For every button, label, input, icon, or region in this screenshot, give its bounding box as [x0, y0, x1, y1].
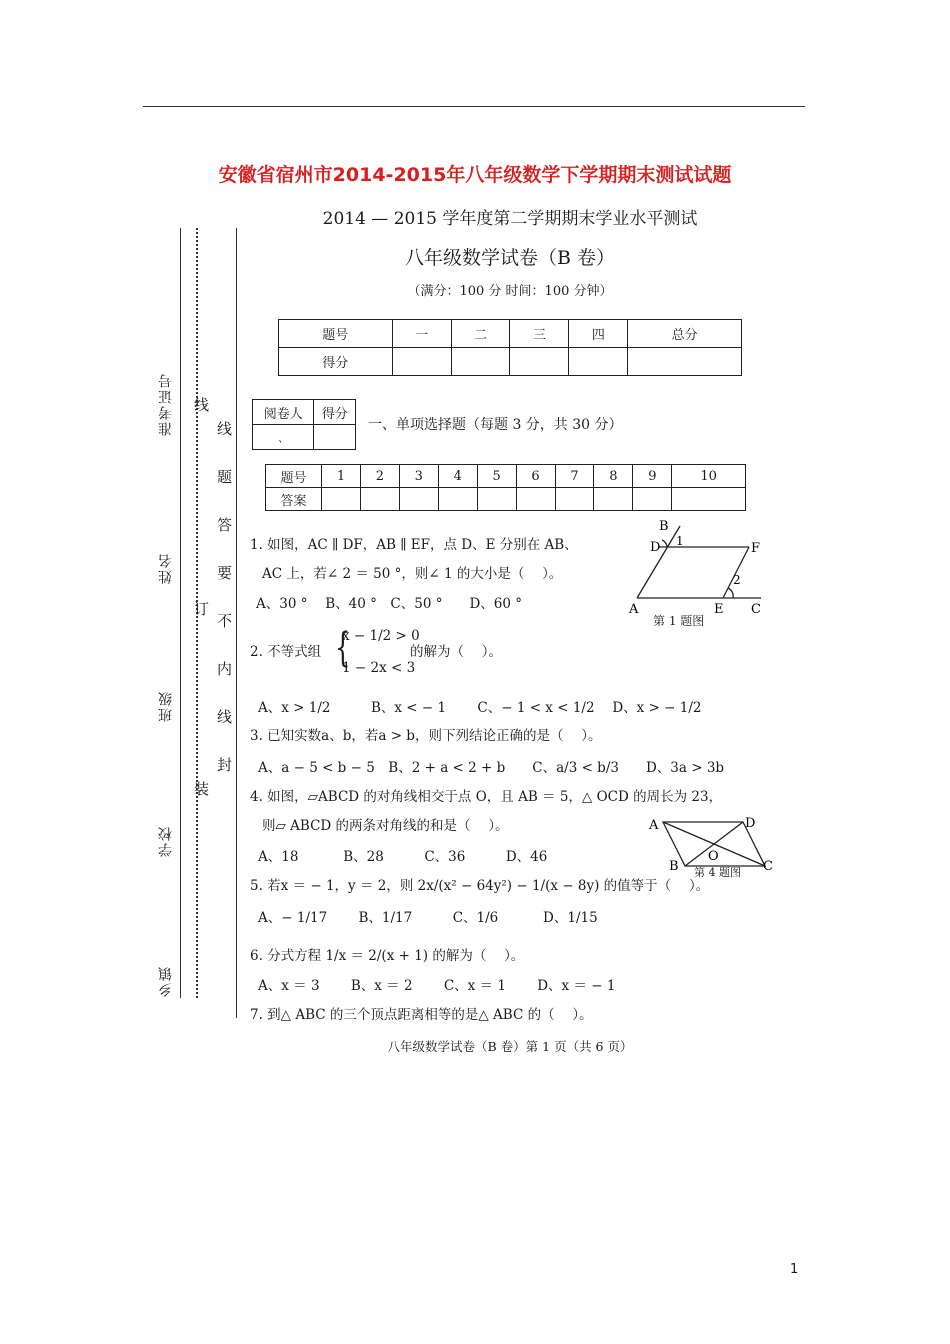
answer-cell[interactable] [399, 488, 438, 511]
score-cell[interactable] [628, 348, 742, 376]
binding-label-exam-id: 准考证号 [158, 372, 174, 436]
figure1-label-D: D [650, 540, 661, 555]
answer-cell[interactable] [322, 488, 361, 511]
answer-header-cell: 2 [360, 465, 399, 488]
question-4-line1: 4. 如图，▱ABCD 的对角线相交于点 O，且 AB ＝ 5，△ OCD 的周长为 23， [250, 789, 723, 805]
answer-cell[interactable] [672, 488, 746, 511]
seal-char: 不 [217, 612, 233, 630]
answer-header-cell: 8 [594, 465, 633, 488]
question-7-stem: 7. 到△ ABC 的三个顶点距离相等的是△ ABC 的（ ）。 [250, 1007, 593, 1023]
seal-char: 题 [217, 468, 233, 486]
binding-label-name: 姓名 [158, 552, 174, 584]
question-4-figure-caption: 第 4 题图 [694, 866, 741, 879]
grader-score-cell[interactable] [314, 425, 356, 450]
score-header-cell: 总分 [628, 320, 742, 348]
exam-subtitle: 2014 — 2015 学年度第二学期期末学业水平测试 [322, 209, 698, 229]
question-2-system-line1: x − 1/2 > 0 [342, 628, 420, 644]
score-cell[interactable] [510, 348, 569, 376]
score-table [278, 319, 742, 376]
answer-header-cell: 5 [477, 465, 516, 488]
answer-row-label: 答案 [266, 488, 322, 511]
score-cell[interactable] [569, 348, 628, 376]
figure1-label-C: C [751, 602, 761, 617]
answer-cell[interactable] [438, 488, 477, 511]
question-3-stem: 3. 已知实数a、b，若a > b，则下列结论正确的是（ ）。 [250, 728, 602, 744]
answer-cell[interactable] [516, 488, 555, 511]
question-4-line2: 则▱ ABCD 的两条对角线的和是（ ）。 [262, 818, 509, 834]
document-title: 安徽省宿州市2014-2015年八年级数学下学期期末测试试题 [218, 164, 732, 186]
binding-line [180, 228, 181, 998]
question-3-options: A、a − 5 < b − 5 B、2 + a < 2 + b C、a/3 < b/3 D、3a > 3b [258, 760, 725, 776]
question-2-system-line2: 1 − 2x < 3 [342, 660, 416, 676]
score-cell[interactable] [392, 348, 451, 376]
figure1-label-F: F [751, 541, 761, 556]
figure1-label-2: 2 [733, 573, 741, 587]
left-char-ding: 订 [194, 600, 210, 618]
question-1-line1: 1. 如图，AC ∥ DF，AB ∥ EF，点 D、E 分别在 AB、 [250, 537, 578, 553]
header-rule [143, 106, 805, 107]
seal-char: 线 [217, 708, 233, 726]
answer-header-cell: 4 [438, 465, 477, 488]
score-cell[interactable] [451, 348, 510, 376]
section1-heading: 一、单项选择题（每题 3 分，共 30 分） [368, 417, 623, 433]
answer-table [265, 464, 746, 511]
exam-meta: （满分：100 分 时间：100 分钟） [407, 284, 613, 299]
figure1-label-A: A [629, 602, 639, 617]
grader-mark: 、 [253, 425, 314, 450]
answer-cell[interactable] [594, 488, 633, 511]
answer-header-cell: 10 [672, 465, 746, 488]
figure4-label-C: C [763, 859, 773, 874]
question-6-stem: 6. 分式方程 1/x ＝ 2/(x + 1) 的解为（ ）。 [250, 948, 525, 964]
answer-header-cell: 题号 [266, 465, 322, 488]
question-1-figure [625, 518, 765, 618]
score-header-cell: 一 [392, 320, 451, 348]
question-2-tail: 的解为（ ）。 [410, 644, 503, 660]
binding-label-school: 学校 [158, 825, 174, 857]
figure4-label-O: O [708, 849, 719, 864]
figure1-label-E: E [714, 602, 724, 617]
grader-score-label: 得分 [314, 400, 356, 425]
question-2-options: A、x > 1/2 B、x < − 1 C、− 1 < x < 1/2 D、x > − 1/2 [258, 700, 702, 716]
answer-cell[interactable] [477, 488, 516, 511]
question-1-line2: AC 上，若∠ 2 ＝ 50 °，则∠ 1 的大小是（ ）。 [262, 566, 563, 582]
figure4-label-B: B [669, 859, 679, 874]
question-1-figure-caption: 第 1 题图 [653, 614, 705, 628]
figure1-label-1: 1 [676, 534, 684, 548]
score-header-cell: 二 [451, 320, 510, 348]
answer-cell[interactable] [360, 488, 399, 511]
score-header-cell: 四 [569, 320, 628, 348]
question-4-options: A、18 B、28 C、36 D、46 [258, 849, 548, 865]
question-5-stem: 5. 若x ＝ − 1，y ＝ 2，则 2x/(x² − 64y²) − 1/(x − 8y) 的值等于（ ）。 [250, 878, 710, 894]
left-char-xian: 线 [194, 396, 210, 414]
answer-header-cell: 1 [322, 465, 361, 488]
figure4-label-A: A [649, 818, 659, 833]
question-2-stem: 2. 不等式组 [250, 644, 322, 660]
answer-cell[interactable] [633, 488, 672, 511]
seal-line [236, 228, 237, 1018]
seal-char: 要 [217, 564, 233, 582]
binding-label-class: 班级 [158, 690, 174, 722]
figure1-label-B: B [659, 519, 669, 534]
answer-header-cell: 9 [633, 465, 672, 488]
question-6-options: A、x ＝ 3 B、x ＝ 2 C、x ＝ 1 D、x ＝ − 1 [258, 978, 616, 994]
seal-char: 内 [217, 660, 233, 678]
seal-char: 线 [217, 420, 233, 438]
seal-char: 封 [217, 756, 233, 774]
grader-label: 阅卷人 [253, 400, 314, 425]
answer-header-cell: 7 [555, 465, 594, 488]
score-row-label: 得分 [279, 348, 393, 376]
question-2-brace: { [335, 625, 351, 671]
exam-title: 八年级数学试卷（B 卷） [404, 247, 615, 269]
answer-cell[interactable] [555, 488, 594, 511]
question-1-options: A、30 ° B、40 ° C、50 ° D、60 ° [256, 596, 522, 612]
exam-page-footer: 八年级数学试卷（B 卷）第 1 页（共 6 页） [387, 1039, 633, 1054]
page-number: 1 [790, 1262, 799, 1277]
question-5-options: A、− 1/17 B、1/17 C、1/6 D、1/15 [258, 910, 598, 926]
answer-header-cell: 6 [516, 465, 555, 488]
score-header-cell: 题号 [279, 320, 393, 348]
score-header-cell: 三 [510, 320, 569, 348]
grader-box [252, 399, 356, 450]
figure4-label-D: D [745, 816, 756, 831]
left-char-zhuang: 装 [194, 780, 210, 798]
binding-label-town: 乡镇 [158, 965, 174, 997]
seal-char: 答 [217, 516, 233, 534]
answer-header-cell: 3 [399, 465, 438, 488]
